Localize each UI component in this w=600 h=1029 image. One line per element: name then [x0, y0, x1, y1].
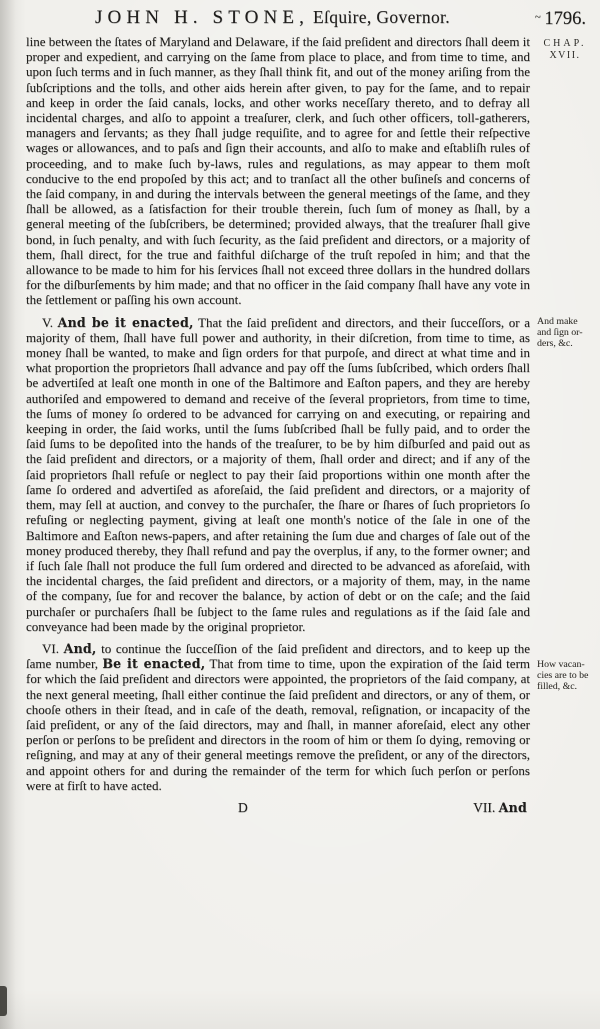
section-5-enacting-clause: And be it enacted,: [57, 314, 194, 330]
section-6-number: VI.: [42, 640, 59, 656]
margin-note-line: and ſign or-: [537, 326, 583, 338]
paragraph-row-section-5: [26, 314, 583, 634]
chapter-word: CHAP.: [543, 38, 587, 49]
year-value: 1796.: [544, 9, 586, 29]
page-header: [0, 7, 545, 29]
section-5-number: V.: [42, 314, 53, 330]
running-title-suffix: Eſquire, Governor.: [312, 7, 450, 27]
section-5-paragraph: [26, 315, 530, 634]
year-label: [535, 9, 586, 30]
margin-note-line: How vacan-: [537, 658, 585, 670]
margin-note-line: ders, &c.: [537, 337, 573, 349]
catchword-number: VII.: [473, 799, 496, 815]
section-6-paragraph: [26, 641, 530, 793]
scan-ink-smudge-artifact: [0, 986, 7, 1016]
press-signature-mark: D: [238, 799, 248, 815]
catchword-word: And: [498, 799, 527, 815]
margin-note-sign-orders: [537, 316, 597, 349]
section-5-text: That the ſaid preſident and directors, and their ſucceſſors, or a majority of them, ſhall have full power and authority, in their diſcretion, from time to time, as money ſhall be wanted, to make and ſign orders for that purpoſe, and direct at what time and in what proportion the proprietors ſhall advance and pay off the ſums ſubſcribed, which orders ſhall be advertiſed at leaſt one month in one of the Baltimore and Eaſton papers, and they are hereby authoriſed and empowered to demand and receive of the ſeveral proprietors, from time to time, the ſums of money ſo ordered to be advanced for carrying on and executing, or repairing and keeping in order, the ſaid works, until the ſums ſubſcribed ſhall be fully paid, and to order the ſaid ſums to be depoſited into the hands of the treaſurer, to be by him diſburſed and paid out as the ſaid preſident and directors, or a majority of them, ſhall order and direct; and if any of the ſaid proprietors ſhall refuſe or neglect to pay their ſaid proportions within one month after the ſame ſo ordered and advertiſed as aforeſaid, the ſaid preſident and directors, or a majority of them, may ſell at auction, and convey to the purchaſer, the ſhare or ſhares of ſuch proprietors ſo refuſing or neglecting payment, giving at leaſt one month's notice of the ſale in one of the Baltimore and Eaſton news-papers, and after retaining the ſum due and charges of ſale out of the money produced thereby, they ſhall refund and pay the overplus, if any, to the former owner; and if ſuch ſale ſhall not produce the full ſum ordered and directed to be advanced as aforeſaid, with the incidental charges, the ſaid preſident and directors, or a majority of them, may, in the name of the company, ſue for and recover the balance, by action of debt or on the caſe; and the ſaid purchaſer or purchaſers ſhall be ſubject to the ſame rules and regulations as if the ſaid ſale and conveyance had been made by the original proprietor.: [26, 314, 531, 634]
section-6-and-word: And,: [63, 640, 97, 656]
section-6-text-before: to continue the ſucceſſion of the ſaid preſident and directors, and to keep up the ſame number,: [26, 640, 531, 672]
paragraph-row-continuation: [26, 34, 530, 308]
margin-note-line: filled, &c.: [537, 680, 577, 692]
paragraph-continuation: line between the ſtates of Maryland and Delaware, if the ſaid preſident and directors ſhall deem it proper and expedient, and carrying on the ſame from place to place, and from time to time, and upon ſuch terms and in ſuch manner, as they ſhall think fit, and out of the money ariſing from the ſubſcriptions and the tolls, and other aids herein after given, to pay for the ſame, and to repair and keep in order the ſaid canals, locks, and other works neceſſary thereto, and to defray all incidental charges, and alſo to appoint a treaſurer, clerk, and ſuch other officers, toll-gatherers, managers and ſervants; as they ſhall judge requiſite, and to agree for and ſettle their reſpective wages or allowances, and to paſs and ſign their accounts, and alſo to make and eſtabliſh rules of proceeding, and to make ſuch by-laws, rules and regulations, as may appear to them moſt conducive to the end propoſed by this act; and to tranſact all the other buſineſs and concerns of the ſaid company, in and during the intervals between the general meetings of the ſame, and they ſhall be allowed, as a ſatisfaction for their trouble therein, ſuch ſum of money as ſhall, by a general meeting of the ſubſcribers, be determined; provided always, that the treaſurer ſhall give bond, in ſuch penalty, and with ſuch ſecurity, as the ſaid preſident and directors, or a majority of them, ſhall direct, for the true and faithful diſcharge of the truſt repoſed in him; and that the allowance to be made to him for his ſervices ſhall not exceed three dollars in the hundred dollars for the diſburſements by him made; and that no officer in the ſaid company ſhall have any vote in the ſettlement or paſſing his own account.: [26, 34, 530, 308]
paragraph-row-section-6: [26, 640, 589, 793]
year-dash-mark: ~: [534, 11, 540, 23]
page-footer: [26, 800, 530, 820]
chapter-numeral: XVII.: [549, 49, 581, 61]
scan-gutter-shadow-artifact: [0, 0, 16, 1029]
running-title-governor-name: JOHN H. STONE,: [94, 7, 309, 28]
section-6-enacting-clause: Be it enacted,: [102, 656, 206, 672]
section-6-text-after: That from time to time, upon the expiration of the ſaid term for which the ſaid preſident and directors were appointed, the proprietors of the ſaid company, at the next general meeting, ſhall either continue the ſaid preſident and directors, or any of them, or chooſe others in their ſtead, and in caſe of the death, removal, reſignation, or incapacity of the ſaid preſident, or any of the ſaid directors, may and ſhall, in manner aforeſaid, elect any other perſon or perſons to be preſident and directors in the room of him or them ſo dying, removing or reſigning, and may at any of their general meetings remove the preſident, or any of the directors, and appoint others for and during the remainder of the term for which ſuch perſon or perſons were at firſt to have acted.: [26, 656, 531, 793]
margin-note-vacancies: [537, 659, 597, 692]
chapter-heading: [537, 38, 593, 61]
margin-note-line: cies are to be: [537, 669, 589, 681]
margin-note-line: And make: [537, 315, 578, 327]
catchword: [473, 800, 527, 816]
